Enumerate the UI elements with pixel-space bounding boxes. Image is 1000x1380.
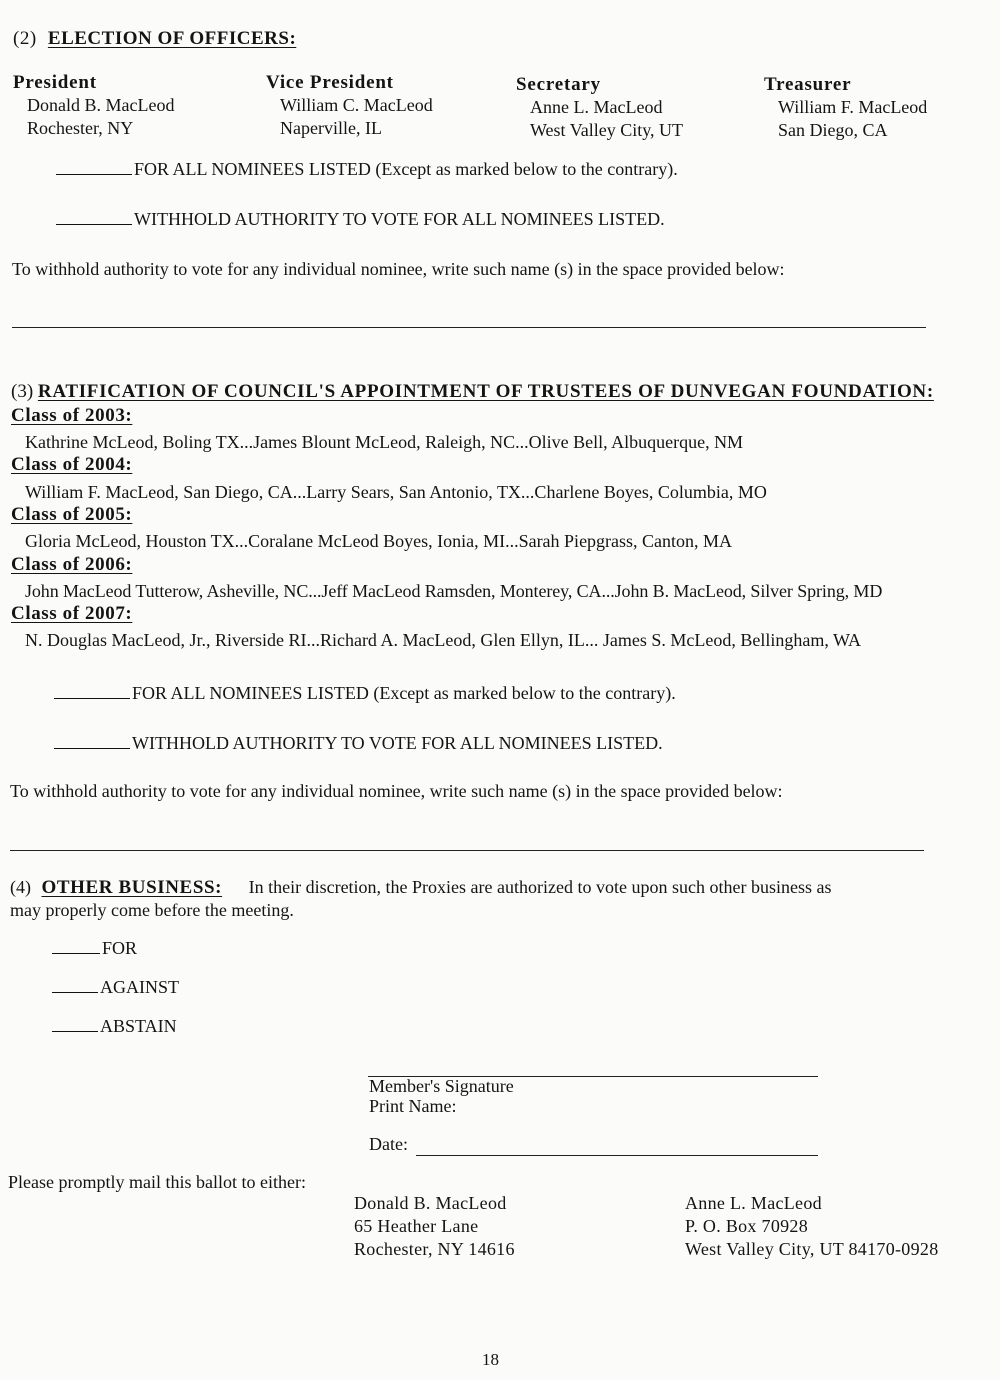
s4-option-label: AGAINST bbox=[100, 977, 179, 997]
s2-vote-for-option[interactable] bbox=[56, 159, 678, 180]
class-label: Class of 2005: bbox=[11, 504, 133, 525]
checkbox-blank[interactable] bbox=[52, 1030, 98, 1032]
section4-heading bbox=[10, 877, 831, 899]
officer-name: Anne L. MacLeod bbox=[530, 97, 663, 117]
section3-title: RATIFICATION OF COUNCIL'S APPOINTMENT OF TRUSTEES OF DUNVEGAN FOUNDATION: bbox=[37, 381, 934, 402]
s3-withhold-label: WITHHOLD AUTHORITY TO VOTE FOR ALL NOMINEES LISTED. bbox=[132, 733, 663, 753]
class-label: Class of 2004: bbox=[11, 454, 133, 475]
address-street: 65 Heather Lane bbox=[354, 1216, 479, 1236]
s4-option-label: FOR bbox=[102, 938, 138, 958]
checkbox-blank[interactable] bbox=[54, 697, 130, 699]
s3-vote-for-label: FOR ALL NOMINEES LISTED (Except as marked below to the contrary). bbox=[132, 683, 676, 703]
section2-heading bbox=[13, 28, 296, 50]
section3-heading bbox=[11, 381, 934, 403]
officer-treasurer bbox=[764, 73, 927, 142]
class-nominees: Kathrine McLeod, Boling TX...James Blount McLeod, Raleigh, NC...Olive Bell, Albuquerque, NM bbox=[25, 432, 744, 452]
class-nominees: N. Douglas MacLeod, Jr., Riverside RI...Richard A. MacLeod, Glen Ellyn, IL... James S. McLeod, Bellingham, WA bbox=[25, 630, 862, 650]
s3-withhold-instruction: To withhold authority to vote for any individual nominee, write such name (s) in the space provided below: bbox=[10, 781, 783, 801]
officer-president bbox=[13, 71, 174, 140]
address-street: P. O. Box 70928 bbox=[685, 1216, 809, 1236]
address-name: Donald B. MacLeod bbox=[354, 1193, 507, 1213]
date-line[interactable] bbox=[416, 1155, 818, 1156]
checkbox-blank[interactable] bbox=[52, 952, 100, 954]
s4-option-label: ABSTAIN bbox=[100, 1016, 177, 1036]
officer-location: San Diego, CA bbox=[778, 120, 888, 140]
s4-option-abstain[interactable] bbox=[52, 1016, 177, 1037]
officer-name: William C. MacLeod bbox=[280, 95, 433, 115]
officer-role: President bbox=[13, 72, 97, 93]
s4-option-against[interactable] bbox=[52, 977, 179, 998]
s2-write-in-line[interactable] bbox=[12, 327, 926, 328]
s3-withhold-option[interactable] bbox=[54, 733, 663, 754]
s4-option-for[interactable] bbox=[52, 938, 137, 959]
s2-withhold-instruction: To withhold authority to vote for any individual nominee, write such name (s) in the space provided below: bbox=[12, 259, 785, 279]
address-city: West Valley City, UT 84170-0928 bbox=[685, 1239, 939, 1259]
s3-write-in-line[interactable] bbox=[10, 850, 924, 851]
mailing-instruction: Please promptly mail this ballot to either: bbox=[8, 1172, 306, 1192]
signature-label: Member's Signature bbox=[369, 1076, 514, 1096]
class-nominees: William F. MacLeod, San Diego, CA...Larry Sears, San Antonio, TX...Charlene Boyes, Columbia, MO bbox=[25, 482, 767, 502]
checkbox-blank[interactable] bbox=[54, 747, 130, 749]
s2-vote-for-label: FOR ALL NOMINEES LISTED (Except as marked below to the contrary). bbox=[134, 159, 678, 179]
checkbox-blank[interactable] bbox=[56, 173, 132, 175]
class-label: Class of 2007: bbox=[11, 603, 133, 624]
s2-withhold-label: WITHHOLD AUTHORITY TO VOTE FOR ALL NOMINEES LISTED. bbox=[134, 209, 665, 229]
class-nominees: Gloria McLeod, Houston TX...Coralane McLeod Boyes, Ionia, MI...Sarah Piepgrass, Canton, MA bbox=[25, 531, 733, 551]
print-name-label: Print Name: bbox=[369, 1096, 457, 1116]
officer-name: Donald B. MacLeod bbox=[27, 95, 175, 115]
section4-number: (4) bbox=[10, 877, 31, 897]
section3-number: (3) bbox=[11, 381, 34, 402]
officer-secretary bbox=[516, 73, 683, 142]
address-city: Rochester, NY 14616 bbox=[354, 1239, 515, 1259]
officer-role: Treasurer bbox=[764, 74, 852, 95]
address-name: Anne L. MacLeod bbox=[685, 1193, 822, 1213]
officer-name: William F. MacLeod bbox=[778, 97, 928, 117]
class-label: Class of 2006: bbox=[11, 554, 133, 575]
section2-number: (2) bbox=[13, 28, 37, 49]
section4-text-continued: may properly come before the meeting. bbox=[10, 900, 294, 920]
checkbox-blank[interactable] bbox=[56, 223, 132, 225]
officer-role: Vice President bbox=[266, 72, 394, 93]
class-nominees: John MacLeod Tutterow, Asheville, NC...Jeff MacLeod Ramsden, Monterey, CA...John B. MacLeod, Silver Spring, MD bbox=[25, 581, 883, 601]
officer-vice-president bbox=[266, 71, 433, 140]
mailing-address-1 bbox=[354, 1192, 515, 1261]
officer-location: West Valley City, UT bbox=[530, 120, 684, 140]
officer-location: Rochester, NY bbox=[27, 118, 134, 138]
s3-vote-for-option[interactable] bbox=[54, 683, 676, 704]
class-label: Class of 2003: bbox=[11, 405, 133, 426]
s2-withhold-option[interactable] bbox=[56, 209, 665, 230]
date-label: Date: bbox=[369, 1134, 408, 1154]
section4-title: OTHER BUSINESS: bbox=[41, 877, 223, 898]
section2-title: ELECTION OF OFFICERS: bbox=[47, 28, 297, 49]
checkbox-blank[interactable] bbox=[52, 991, 98, 993]
page-number: 18 bbox=[482, 1350, 499, 1369]
officer-location: Naperville, IL bbox=[280, 118, 382, 138]
officer-role: Secretary bbox=[516, 74, 601, 95]
mailing-address-2 bbox=[685, 1192, 939, 1261]
section4-text: In their discretion, the Proxies are authorized to vote upon such other business as bbox=[248, 877, 832, 897]
